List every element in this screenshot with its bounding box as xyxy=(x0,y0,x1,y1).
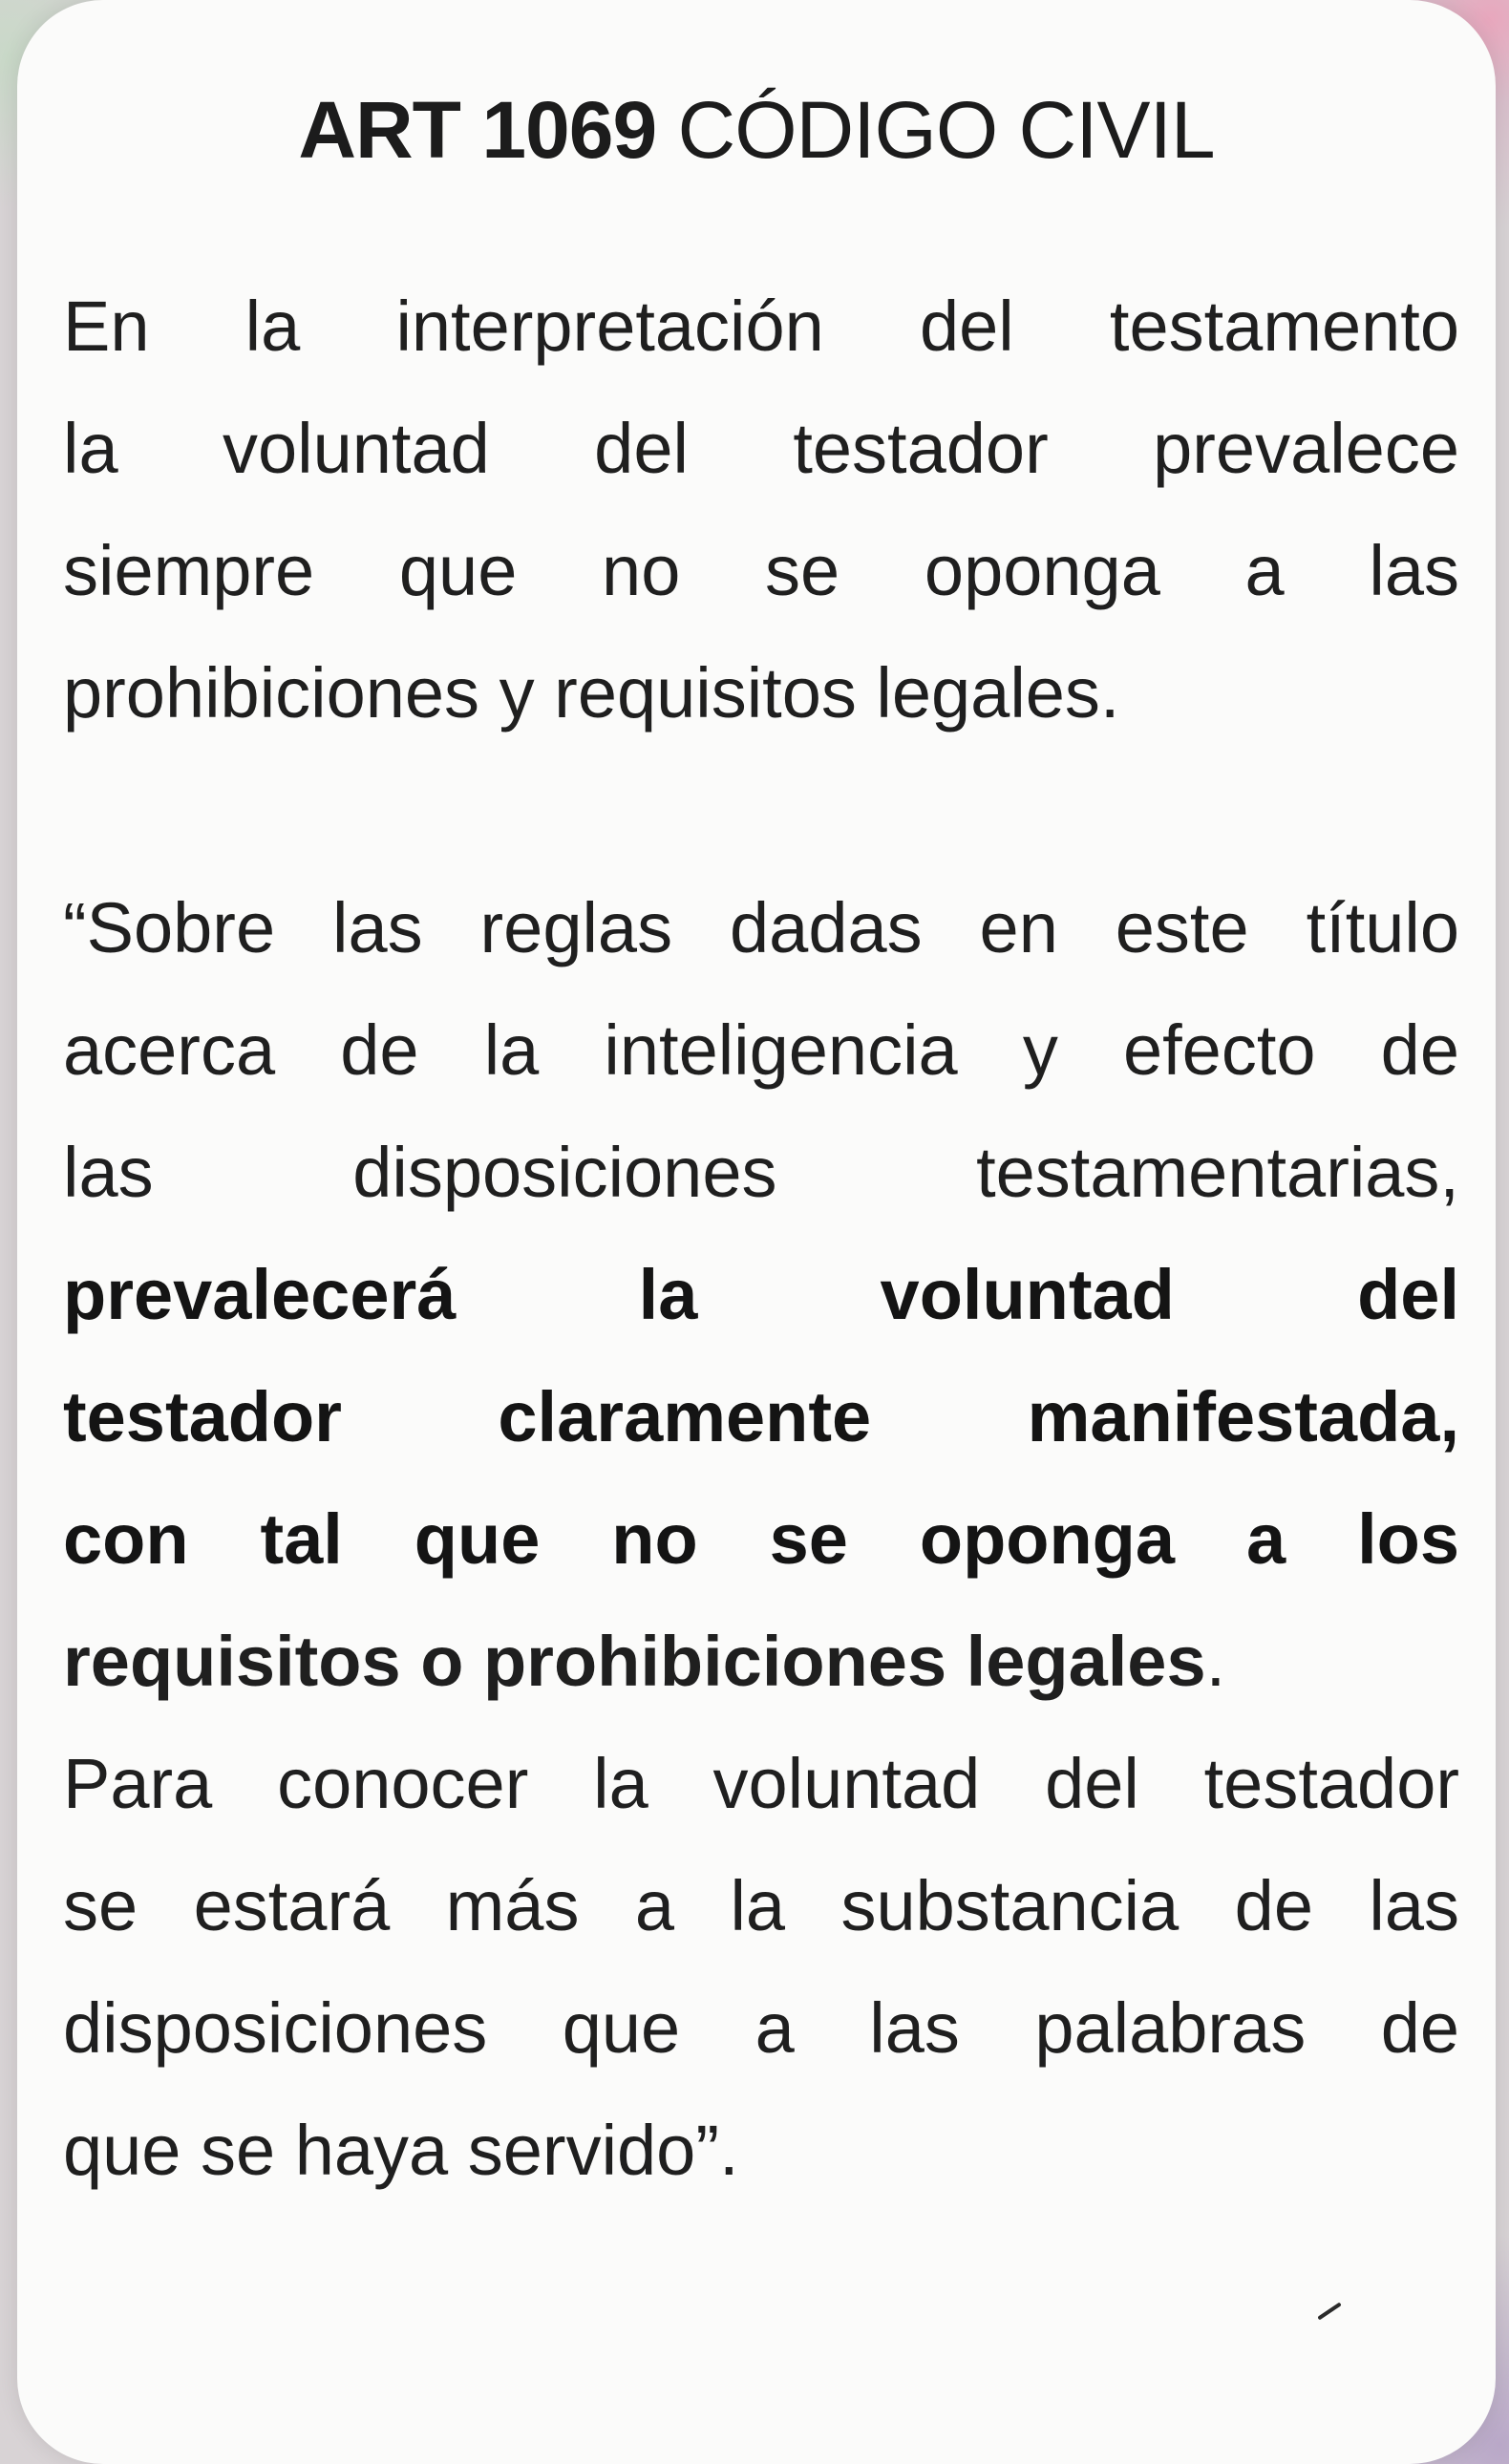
quote-line: disposiciones que a las palabras de xyxy=(63,1988,1459,2068)
quote-emphasis-line: con tal que no se oponga a los xyxy=(63,1499,1459,1579)
quote-line: “Sobre las reglas dadas en este título xyxy=(63,888,1459,967)
quote-line: las disposiciones testamentarias, xyxy=(63,1133,1459,1212)
quote-emphasis-line: testador claramente manifestada, xyxy=(63,1377,1459,1456)
quote-emphasis-text: requisitos o prohibiciones legales xyxy=(63,1622,1206,1701)
quote-paragraph xyxy=(63,867,1459,2212)
quote-line: se estará más a la substancia de las xyxy=(63,1866,1459,1945)
article-number: ART 1069 xyxy=(298,85,657,175)
summary-line: siempre que no se oponga a las xyxy=(63,531,1459,610)
quote-line: acerca de la inteligencia y efecto de xyxy=(63,1010,1459,1090)
quote-emphasis-final-line xyxy=(63,1601,1459,1723)
quote-emphasis-period: . xyxy=(1205,1622,1226,1701)
summary-line: la voluntad del testador prevalece xyxy=(63,409,1459,488)
summary-line: En la interpretación del testamento xyxy=(63,287,1459,366)
pen-mark xyxy=(1317,2303,1341,2321)
quote-line: Para conocer la voluntad del testador xyxy=(63,1744,1459,1823)
article-card xyxy=(17,0,1496,2464)
quote-emphasis-line: prevalecerá la voluntad del xyxy=(63,1255,1459,1334)
code-name: CÓDIGO CIVIL xyxy=(677,85,1215,175)
summary-line: prohibiciones y requisitos legales. xyxy=(63,653,1120,733)
quote-line: que se haya servido”. xyxy=(63,2111,739,2190)
article-title xyxy=(17,82,1496,178)
summary-paragraph xyxy=(63,266,1459,754)
